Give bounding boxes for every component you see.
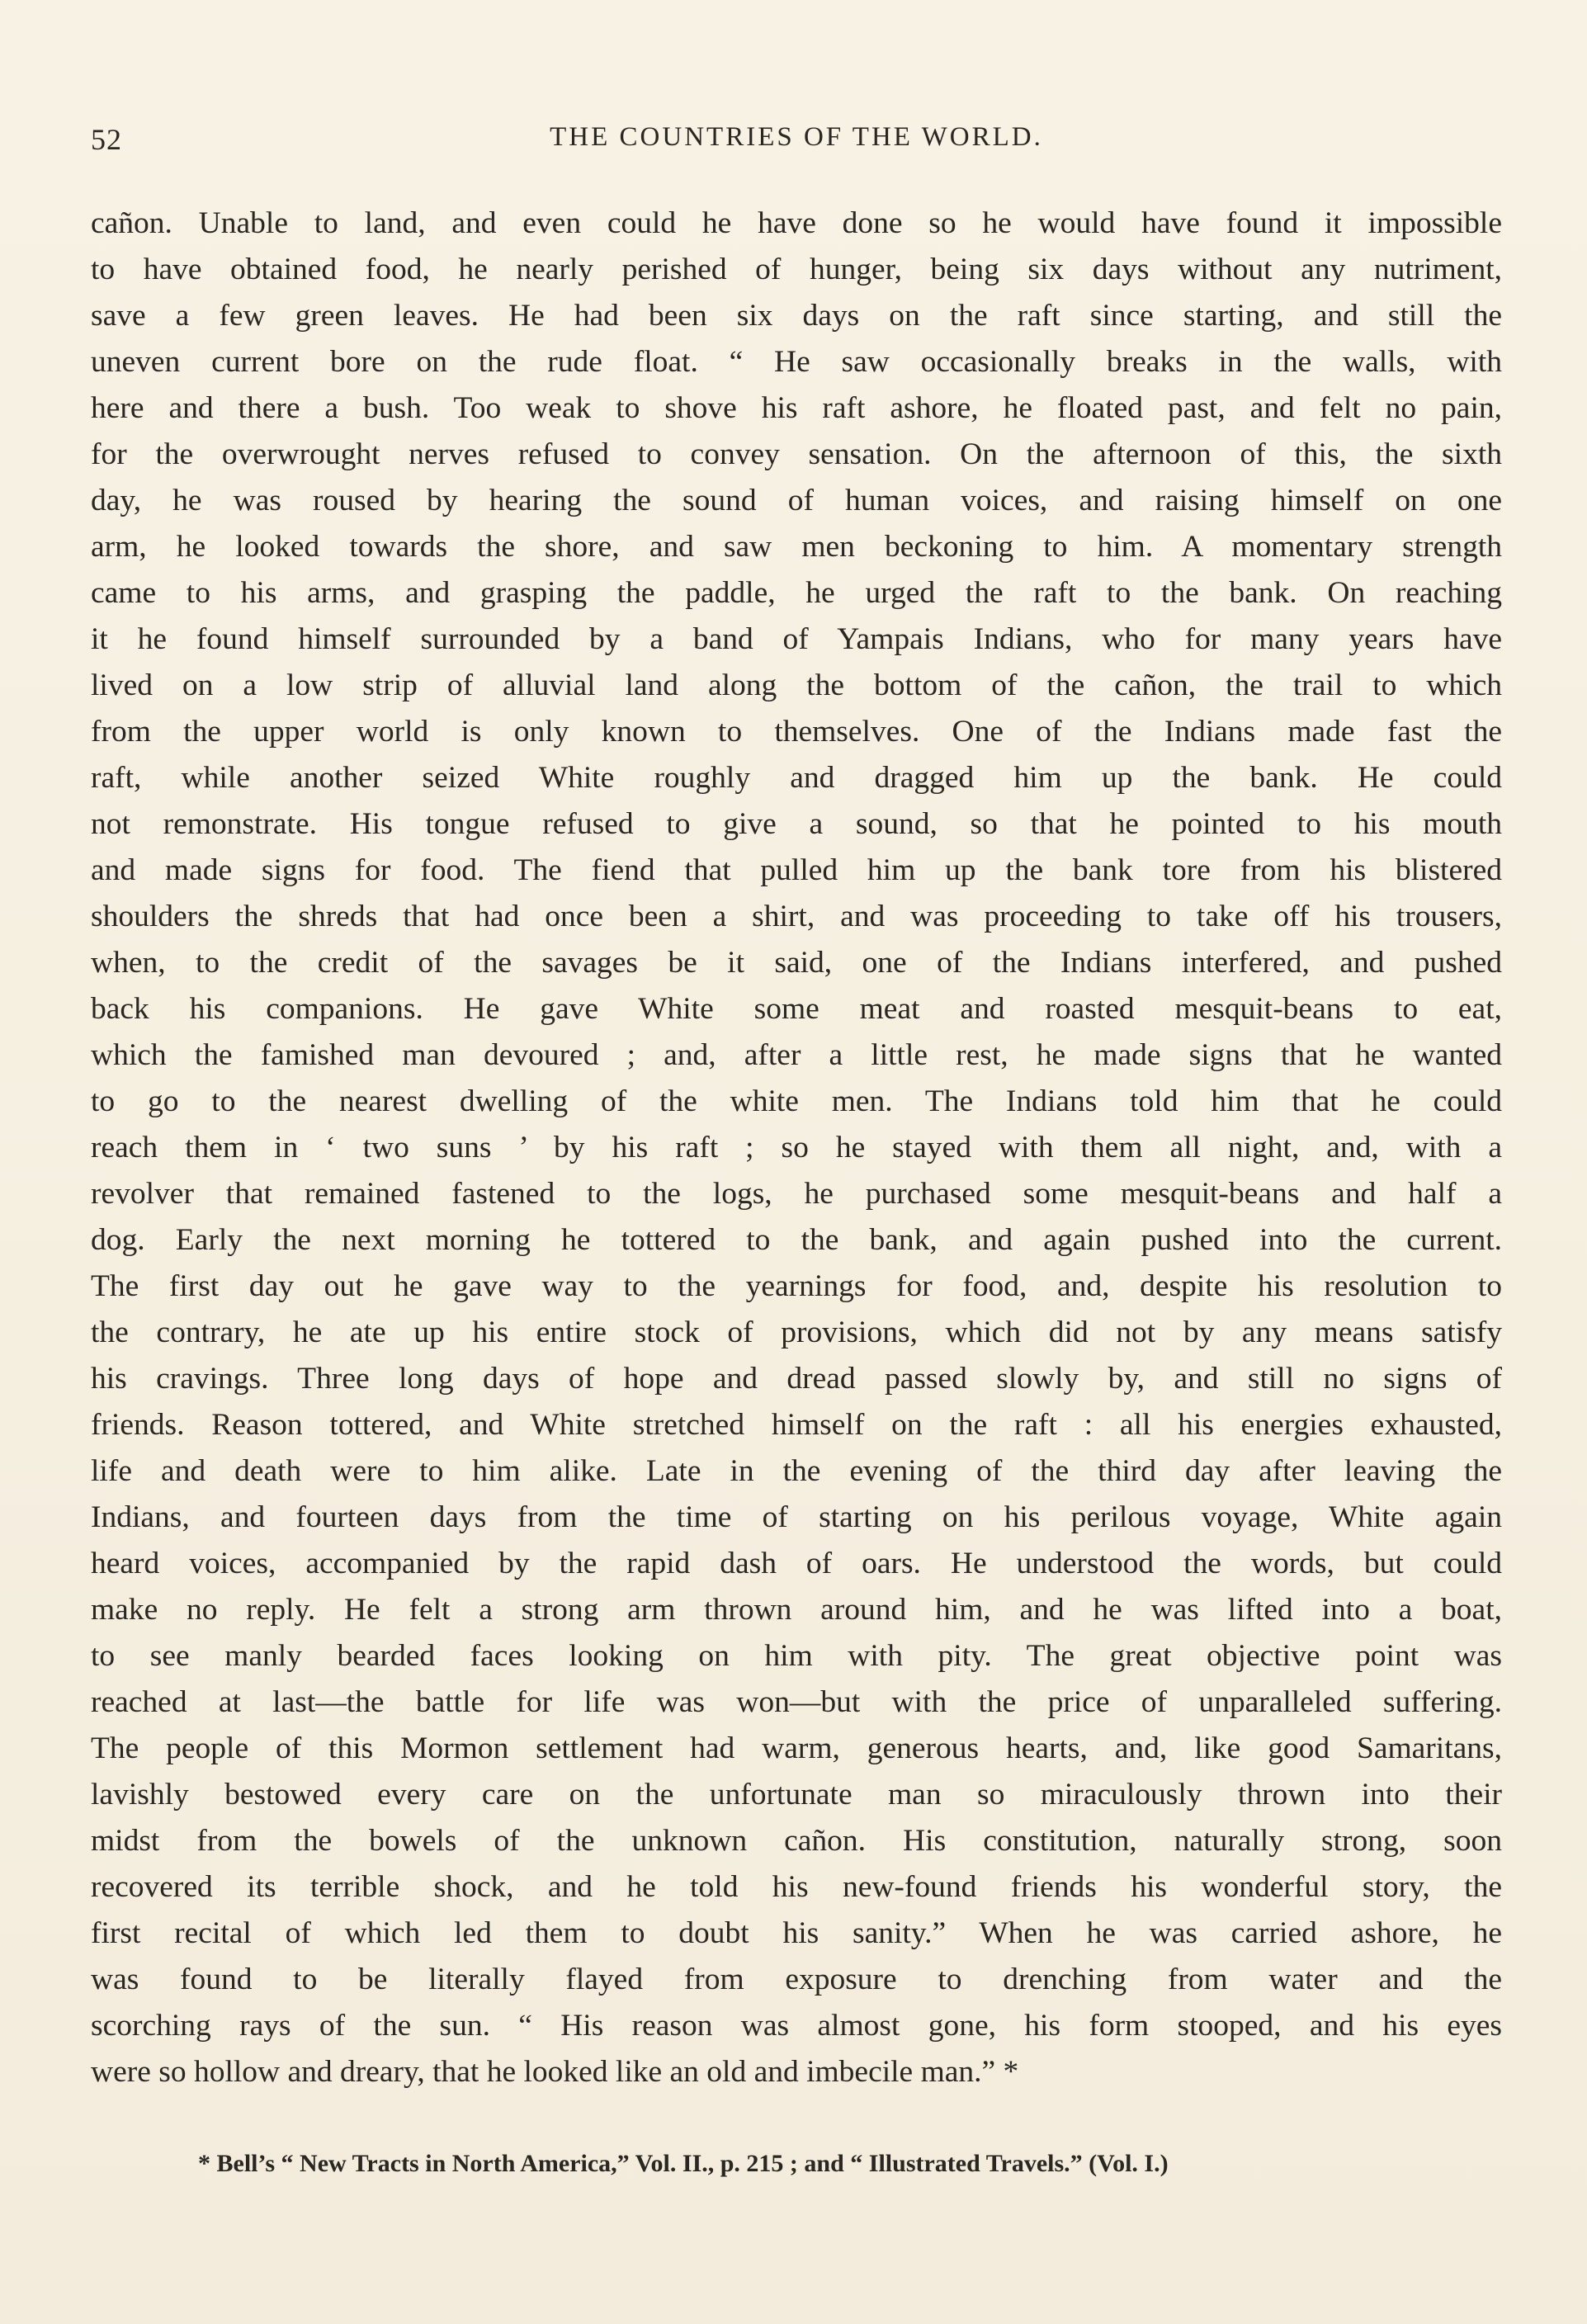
text-line: uneven current bore on the rude float. “ He saw occasionally breaks in the walls, with: [91, 345, 1502, 379]
text-line: back his companions. He gave White some meat and roasted mesquit-beans to eat,: [91, 992, 1502, 1026]
text-line: first recital of which led them to doubt his sanity.” When he was carried ashore, he: [91, 1916, 1502, 1950]
text-line: save a few green leaves. He had been six days on the raft since starting, and still the: [91, 299, 1502, 333]
page-number: 52: [91, 123, 122, 156]
text-line: lived on a low strip of alluvial land along the bottom of the cañon, the trail to which: [91, 668, 1502, 702]
text-line: for the overwrought nerves refused to convey sensation. On the afternoon of this, the sixth: [91, 437, 1502, 471]
text-line: to have obtained food, he nearly perished of hunger, being six days without any nutriment,: [91, 253, 1502, 286]
text-line: it he found himself surrounded by a band of Yampais Indians, who for many years have: [91, 622, 1502, 656]
text-line: shoulders the shreds that had once been a shirt, and was proceeding to take off his trousers,: [91, 900, 1502, 933]
text-line: Indians, and fourteen days from the time of starting on his perilous voyage, White again: [91, 1500, 1502, 1534]
text-line: reached at last—the battle for life was won—but with the price of unparalleled suffering.: [91, 1685, 1502, 1719]
footnote: * Bell’s “ New Tracts in North America,” Vol. II., p. 215 ; and “ Illustrated Travels.” (Vol. I.): [198, 2150, 1169, 2177]
text-line: friends. Reason tottered, and White stretched himself on the raft : all his energies exhausted,: [91, 1408, 1502, 1442]
text-line: which the famished man devoured ; and, after a little rest, he made signs that he wanted: [91, 1038, 1502, 1072]
text-line: cañon. Unable to land, and even could he have done so he would have found it impossible: [91, 206, 1502, 240]
text-line: when, to the credit of the savages be it said, one of the Indians interfered, and pushed: [91, 946, 1502, 980]
text-line: midst from the bowels of the unknown cañon. His constitution, naturally strong, soon: [91, 1824, 1502, 1858]
body-text: [91, 201, 1502, 2095]
text-line: day, he was roused by hearing the sound of human voices, and raising himself on one: [91, 484, 1502, 517]
text-line: and made signs for food. The fiend that pulled him up the bank tore from his blistered: [91, 853, 1502, 887]
text-line: to go to the nearest dwelling of the white men. The Indians told him that he could: [91, 1084, 1502, 1118]
text-line: revolver that remained fastened to the logs, he purchased some mesquit-beans and half a: [91, 1177, 1502, 1211]
text-line: make no reply. He felt a strong arm thrown around him, and he was lifted into a boat,: [91, 1593, 1502, 1627]
text-line: The first day out he gave way to the yearnings for food, and, despite his resolution to: [91, 1269, 1502, 1303]
text-line: were so hollow and dreary, that he looked like an old and imbecile man.” *: [91, 2055, 1019, 2089]
text-line: the contrary, he ate up his entire stock of provisions, which did not by any means satisfy: [91, 1316, 1502, 1349]
page-header: [91, 122, 1502, 165]
text-line: heard voices, accompanied by the rapid dash of oars. He understood the words, but could: [91, 1547, 1502, 1580]
text-line: The people of this Mormon settlement had warm, generous hearts, and, like good Samaritans,: [91, 1731, 1502, 1765]
text-line: recovered its terrible shock, and he told his new-found friends his wonderful story, the: [91, 1870, 1502, 1904]
text-line: here and there a bush. Too weak to shove his raft ashore, he floated past, and felt no pain,: [91, 391, 1502, 425]
text-line: not remonstrate. His tongue refused to give a sound, so that he pointed to his mouth: [91, 807, 1502, 841]
running-title: THE COUNTRIES OF THE WORLD.: [550, 122, 1043, 152]
text-line: was found to be literally flayed from exposure to drenching from water and the: [91, 1963, 1502, 1996]
text-line: raft, while another seized White roughly and dragged him up the bank. He could: [91, 761, 1502, 795]
text-line: scorching rays of the sun. “ His reason was almost gone, his form stooped, and his eyes: [91, 2009, 1502, 2043]
text-line: reach them in ‘ two suns ’ by his raft ; so he stayed with them all night, and, with a: [91, 1131, 1502, 1164]
text-line: his cravings. Three long days of hope and dread passed slowly by, and still no signs of: [91, 1362, 1502, 1396]
text-line: to see manly bearded faces looking on him with pity. The great objective point was: [91, 1639, 1502, 1673]
text-line: came to his arms, and grasping the paddle, he urged the raft to the bank. On reaching: [91, 576, 1502, 610]
text-line: arm, he looked towards the shore, and saw men beckoning to him. A momentary strength: [91, 530, 1502, 564]
text-line: from the upper world is only known to themselves. One of the Indians made fast the: [91, 715, 1502, 749]
text-line: life and death were to him alike. Late in the evening of the third day after leaving the: [91, 1454, 1502, 1488]
text-line: dog. Early the next morning he tottered to the bank, and again pushed into the current.: [91, 1223, 1502, 1257]
text-line: lavishly bestowed every care on the unfortunate man so miraculously thrown into their: [91, 1778, 1502, 1811]
